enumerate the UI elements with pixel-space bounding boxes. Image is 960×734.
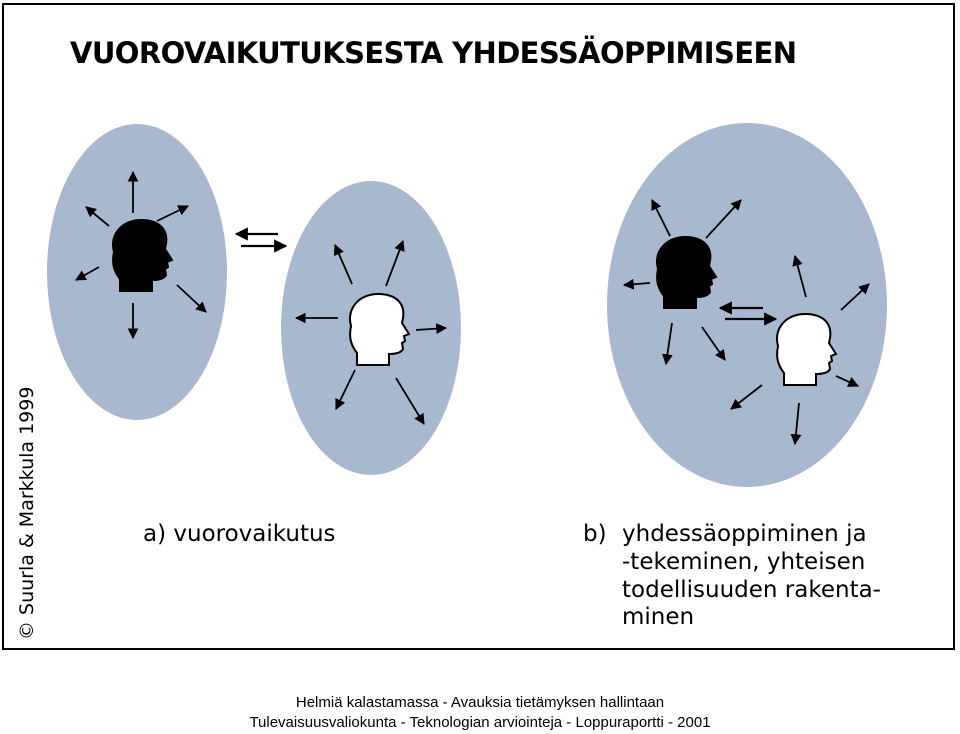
- caption-b-marker: b): [583, 521, 607, 547]
- caption-b-line: todellisuuden rakenta-: [622, 577, 881, 603]
- bubble-a-right: [281, 181, 461, 475]
- bubble-b-ellipse: [607, 123, 887, 487]
- copyright-credit: © Suurla & Markkula 1999: [16, 386, 38, 640]
- caption-a: a) vuorovaikutus: [143, 521, 336, 547]
- caption-b-line: -tekeminen, yhteisen: [622, 549, 866, 575]
- footer-line-2: Tulevaisuusvaliokunta - Teknologian arviointeja - Loppuraportti - 2001: [249, 714, 711, 731]
- exchange-arrows-icon: [236, 234, 286, 246]
- diagram-title: VUOROVAIKUTUKSESTA YHDESSÄOPPIMISEEN: [70, 36, 797, 70]
- caption-b-line: minen: [622, 604, 695, 630]
- footer-line-1: Helmiä kalastamassa - Avauksia tietämyksen hallintaan: [295, 694, 665, 711]
- bubble-b: [607, 123, 887, 487]
- bubble-a-left: [47, 124, 227, 420]
- caption-b-line: yhdessäoppiminen ja: [622, 521, 867, 547]
